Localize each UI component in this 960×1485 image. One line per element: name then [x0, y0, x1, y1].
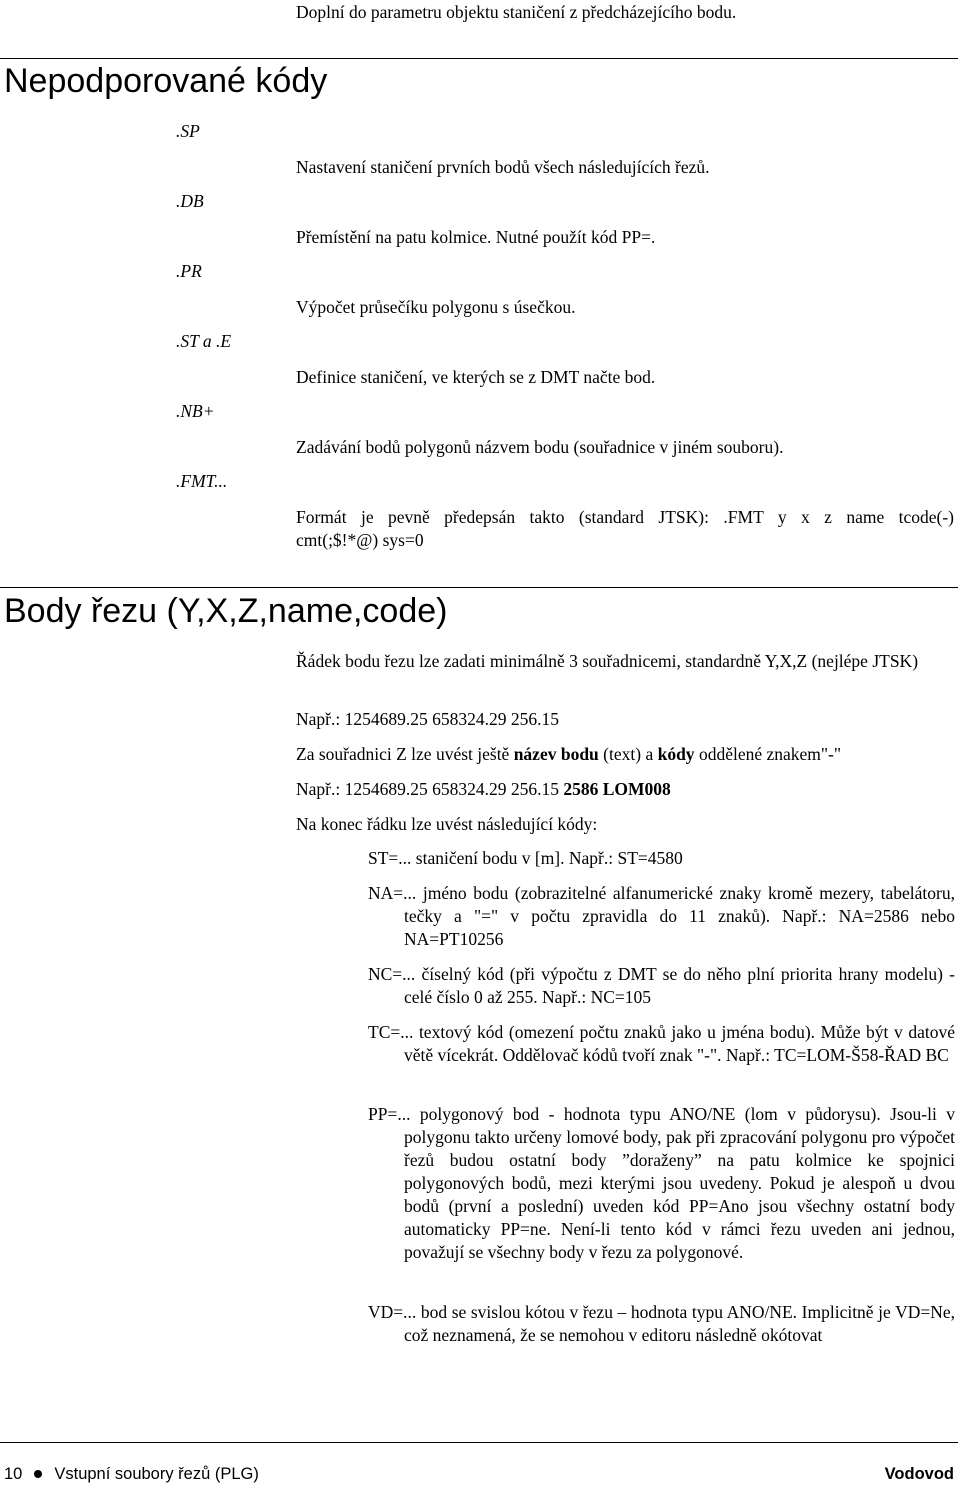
- paragraph-name-codes: Za souřadnici Z lze uvést ještě název bodu (text) a kódy oddělené znakem"-": [296, 744, 842, 764]
- example-2: Např.: 1254689.25 658324.29 256.15 2586 LOM008: [296, 779, 671, 799]
- code-label-fmt: .FMT...: [176, 471, 228, 491]
- code-label-db: .DB: [176, 191, 204, 211]
- code-def-nc: NC=... číselný kód (při výpočtu z DMT se do něho plní priorita hrany modelu) - celé číslo 0 až 255. Např.: NC=105: [368, 964, 955, 1007]
- code-desc-nb: Zadávání bodů polygonů názvem bodu (souřadnice v jiném souboru).: [296, 437, 784, 457]
- code-def-vd: VD=... bod se svislou kótou v řezu – hodnota typu ANO/NE. Implicitně je VD=Ne, což neznamená, že se nemohou v editoru následně okótovat: [368, 1302, 955, 1345]
- section-heading-unsupported-codes: Nepodporované kódy: [4, 62, 328, 100]
- example-1: Např.: 1254689.25 658324.29 256.15: [296, 709, 559, 729]
- code-label-nb: .NB+: [176, 401, 215, 421]
- footer-product: Vodovod: [884, 1465, 954, 1483]
- code-desc-pr: Výpočet průsečíku polygonu s úsečkou.: [296, 297, 576, 317]
- code-def-pp: PP=... polygonový bod - hodnota typu ANO/NE (lom v půdorysu). Jsou-li v polygonu takto určeny lomové body, pak při zpracování polygonu pro výpočet řezů budou ostatní body ”doraženy” na patu kolmice ke spojnici polygonových bodů, mezi kterými jsou uvedeny. Pokud je alespoň u dvou bodů (první a poslední) uveden kód PP=Ano jsou všechny ostatní body automaticky PP=ne. Není-li tento kód v rámci řezu uveden ani jednou, považují se všechny body v řezu za polygonové.: [368, 1104, 955, 1262]
- code-def-st: ST=... staničení bodu v [m]. Např.: ST=4580: [368, 848, 683, 868]
- continuation-text: Doplní do parametru objektu staničení z předcházejícího bodu.: [296, 2, 737, 22]
- code-desc-sp: Nastavení staničení prvních bodů všech následujících řezů.: [296, 157, 710, 177]
- section-rule: [0, 587, 958, 588]
- code-label-pr: .PR: [176, 261, 202, 281]
- chapter-title: Vstupní soubory řezů (PLG): [54, 1465, 259, 1483]
- code-def-na: NA=... jméno bodu (zobrazitelné alfanumerické znaky kromě mezery, tabelátoru, tečky a "=" v počtu zpravidla do 11 znaků). Např.: NA=2586 nebo NA=PT10256: [368, 883, 955, 949]
- code-desc-fmt-line2: cmt(;$!*@) sys=0: [296, 530, 424, 550]
- section-heading-body-rezu: Body řezu (Y,X,Z,name,code): [4, 592, 448, 630]
- code-desc-fmt-line1: Formát je pevně předepsán takto (standard JTSK): .FMT y x z name tcode(-): [296, 507, 954, 527]
- code-desc-st-e: Definice staničení, ve kterých se z DMT načte bod.: [296, 367, 656, 387]
- bullet-icon: [34, 1470, 42, 1478]
- code-desc-db: Přemístění na patu kolmice. Nutné použít kód PP=.: [296, 227, 656, 247]
- page-number: 10: [4, 1465, 23, 1483]
- code-label-st-e: .ST a .E: [176, 331, 232, 351]
- section-rule: [0, 58, 958, 59]
- code-label-sp: .SP: [176, 121, 200, 141]
- footer-left: [4, 1464, 259, 1484]
- footer-rule: [0, 1442, 958, 1443]
- paragraph-point-row: Řádek bodu řezu lze zadati minimálně 3 souřadnicemi, standardně Y,X,Z (nejlépe JTSK): [296, 651, 919, 671]
- code-def-tc: TC=... textový kód (omezení počtu znaků jako u jména bodu). Může být v datové větě vícekrát. Oddělovač kódů tvoří znak "-". Např.: TC=LOM-Š58-ŘAD BC: [368, 1022, 955, 1065]
- paragraph-end-codes: Na konec řádku lze uvést následující kódy:: [296, 814, 598, 834]
